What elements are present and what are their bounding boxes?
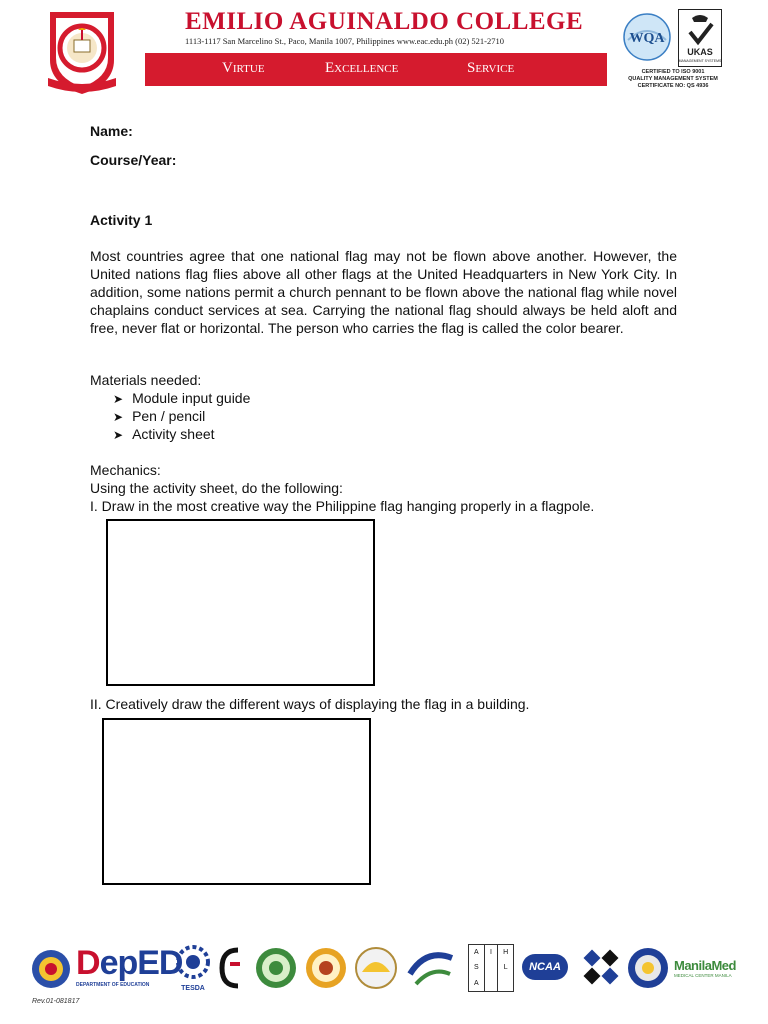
ncaa-text: NCAA — [529, 961, 561, 973]
asaihl-letter: H — [503, 949, 509, 956]
cert-line-3: CERTIFICATE NO: QS 4936 — [637, 83, 709, 89]
wqa-label: WQA — [629, 31, 665, 46]
seal-logo-1 — [30, 944, 72, 994]
motto-service: Service — [467, 60, 515, 76]
revision-code: Rev.01-081817 — [32, 998, 80, 1005]
asaihl-letter: A — [473, 949, 479, 956]
cert-line-1: CERTIFIED TO ISO 9001 — [641, 69, 705, 75]
activity-title: Activity 1 — [90, 212, 153, 228]
seal-logo-7 — [354, 944, 398, 992]
college-name: EMILIO AGUINALDO COLLEGE — [185, 8, 584, 35]
asaihl-letter: S — [473, 964, 479, 972]
arrow-bullet-icon: ➤ — [113, 392, 124, 406]
task-2-text: II. Creatively draw the different ways of displaying the flag in a building. — [90, 696, 530, 712]
materials-label: Materials needed: — [90, 372, 202, 388]
deped-logo: DepED DEPARTMENT OF EDUCATION — [76, 944, 183, 988]
manilamed-sub: MEDICAL CENTER MANILA — [674, 973, 732, 978]
name-label: Name: — [90, 123, 133, 139]
accreditation-logos — [28, 944, 753, 996]
seal-logo-11 — [580, 944, 622, 992]
seal-logo-12 — [626, 944, 670, 992]
manilamed-text: ManilaMed — [674, 958, 736, 973]
asaihl-letter: I — [484, 945, 499, 960]
ukas-logo — [678, 9, 722, 67]
motto-virtue: Virtue — [222, 60, 265, 76]
deped-sub: DEPARTMENT OF EDUCATION — [76, 982, 150, 988]
wqa-logo — [622, 12, 672, 62]
materials-item-text: Module input guide — [132, 390, 251, 406]
asaihl-letter: L — [503, 964, 508, 972]
materials-item — [113, 390, 250, 408]
ncaa-logo — [522, 954, 568, 980]
manilamed-logo — [674, 958, 752, 978]
tesda-logo — [176, 944, 210, 992]
cert-line-2: QUALITY MANAGEMENT SYSTEM — [628, 76, 718, 82]
materials-item — [113, 426, 215, 444]
materials-item-text: Pen / pencil — [132, 408, 206, 424]
mechanics-intro: Using the activity sheet, do the following: — [90, 480, 343, 496]
seal-logo-5 — [254, 944, 298, 992]
activity-paragraph: Most countries agree that one national flag may not be flown above another. However, the United nations flag flies above all other flags at the United Headquarters in New York City. In addition, some nations permit a church pennant to be flown above the national flag while novel chaplains conduct services at sea. Carrying the national flag should always be held aloft and free, never flat or horizontal. The person who carries the flag is called the color bearer. — [90, 248, 677, 336]
ukas-label: UKAS — [687, 47, 713, 57]
f-logo — [218, 944, 244, 992]
seal-logo-6 — [304, 944, 348, 992]
motto-excellence: Excellence — [325, 60, 399, 76]
college-address: 1113-1117 San Marcelino St., Paco, Manila 1007, Philippines www.eac.edu.ph (02) 521-2710 — [185, 36, 505, 46]
course-year-label: Course/Year: — [90, 152, 177, 168]
seal-logo-8 — [406, 944, 456, 992]
materials-item-text: Activity sheet — [132, 426, 215, 442]
drawing-box-1 — [106, 519, 375, 686]
materials-item — [113, 408, 205, 426]
asaihl-letter: A — [473, 979, 479, 987]
college-seal-logo — [44, 8, 120, 96]
asaihl-logo — [468, 944, 514, 992]
tesda-text: TESDA — [181, 985, 205, 992]
mechanics-label: Mechanics: — [90, 462, 161, 478]
task-1-text: I. Draw in the most creative way the Philippine flag hanging properly in a flagpole. — [90, 498, 595, 514]
drawing-box-2 — [102, 718, 371, 885]
arrow-bullet-icon: ➤ — [113, 428, 124, 442]
motto-banner — [145, 53, 607, 86]
ukas-sub: MANAGEMENT SYSTEMS — [679, 59, 721, 63]
arrow-bullet-icon: ➤ — [113, 410, 124, 424]
